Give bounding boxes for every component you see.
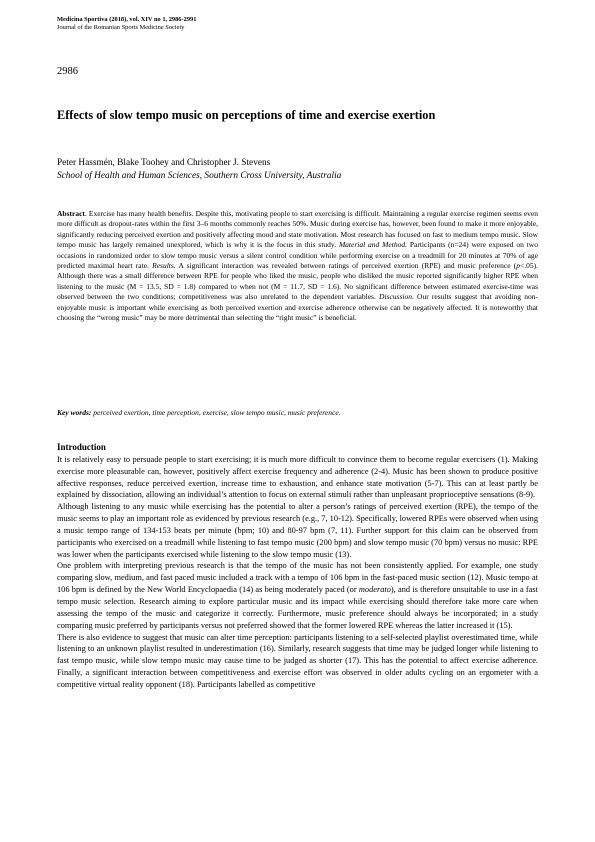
paragraph-text: One problem with interpreting previous research is that the tempo of the music has not been consistently applied. For example, one study comparing slow, medium, and fast paced music included a track with a tempo of 106 bpm in the fast-paced music section (12). Music tempo at 106 bpm is defined by the New World Encyclopaedia (14) as being moderately paced (or (57, 561, 538, 595)
abstract (57, 209, 538, 323)
journal-society: Journal of the Romanian Sports Medicine Society (57, 24, 185, 32)
introduction-section (57, 442, 538, 691)
paragraph: Although listening to any music while exercising has the potential to alter a person’s ratings of perceived exertion (RPE), the tempo of the music seems to play an important role as evidenced by previous research (e.g., 7, 10-12). Specifically, lowered RPEs were observed when using a music tempo range of 134-153 beats per minute (bpm; 10) and 80-97 bpm (7, 11). Further support for this claim can be observed from participants who exercised on a treadmill while listening to fast tempo music (200 bpm) and slow tempo music (70 bpm) versus no music: RPE was lower when the participants exercised while listening to the slow tempo music (13). (57, 502, 538, 559)
abstract-method-text: Participants (n=24) were exposed on two occasions in randomized order to slow tempo music versus a silent control condition while performing exercise on a treadmill for 20 minutes at 70% of age predicted maximal heart rate. (57, 240, 538, 271)
paragraph: There is also evidence to suggest that music can alter time perception: participants listening to a self-selected playlist overestimated time, while listening to an unknown playlist resulted in underestimation (16). Similarly, research suggests that time may be judged longer while listening to fast tempo music, while slow tempo music may cause time to be judged as shorter (17). This has the potential to affect exercise adherence. Finally, a significant interaction between competitiveness and exercise effort was observed in older adults cycling on an ergometer with a competitive virtual reality opponent (18). Participants labelled as competitive (57, 632, 538, 689)
section-heading: Introduction (57, 442, 106, 452)
journal-header (57, 16, 196, 33)
abstract-results-text-cont: <.05). Although there was a small difference between RPE for people who liked the music, people who disliked the music reported significantly higher RPE when listening to the music (M = 13.5, SD = 1.8) compared to when not (M = 11.7, SD = 1.6). No significant difference between estimated exercise-time was observed between the two conditions; competitiveness was also unrelated to the dependent variables. (57, 261, 538, 302)
abstract-results-text: A significant interaction was revealed between ratings of perceived exertion (RPE) and music preference ( (175, 261, 517, 271)
keywords (57, 408, 538, 418)
abstract-text: . Exercise has many health benefits. Despite this, motivating people to start exercising is difficult. Maintaining a regular exercise regimen seems even more difficult as dropout-rates within the first 3–6 months commonly reaches 50%. Music during exercise has, however, been found to make it more enjoyable, significantly reducing perceived exertion and positively affecting mood and state motivation. Most research has focused on fast to medium tempo music. Slow tempo music has largely remained unexplored, which is why it is the focus in this study. (57, 209, 538, 250)
keywords-label: Key words: (57, 408, 92, 417)
paper-title: Effects of slow tempo music on perceptions of time and exercise exertion (57, 108, 436, 122)
keywords-period: . (338, 408, 341, 417)
paragraph (57, 560, 538, 631)
author-names: Peter Hassmén, Blake Toohey and Christopher J. Stevens (57, 158, 271, 168)
abstract-results-label: Results. (152, 261, 176, 271)
keywords-list: perceived exertion, time perception, exercise, slow tempo music, music preference (91, 408, 339, 417)
paragraph: It is relatively easy to persuade people to start exercising; it is much more difficult to convince them to become regular exercisers (1). Making exercise more pleasurable can, however, positively affect exercise frequency and adherence (2-4). Music has been shown to produce positive affective responses, reduce perceived exertion, increase time to exhaustion, and enhance state motivation (5-7). This can at least partly be explained by dissociation, allowing an individual’s attention to focus on external stimuli rather than unpleasant proprioceptive sensations (8-9). (57, 454, 538, 500)
abstract-label: Abstract (57, 209, 85, 218)
paragraph-text: ), and is therefore unsuitable to use in a fast tempo music selection. Research aiming to explore particular music and its impact while exercising should therefore take more care when assessing the tempo of the music and categorize it correctly. Furthermore, music preference should always be incorporated; in a study comparing music preferred by participants versus not preferred showed that the former lowered RPE whereas the latter increased it (15). (57, 585, 538, 630)
abstract-method-label: Material and Method. (338, 240, 407, 250)
emphasis-moderato: moderato (358, 585, 391, 595)
author-block (57, 157, 341, 183)
abstract-discussion-text: . Our results suggest that avoiding non-enjoyable music is important while exercising as both perceived exertion and exercise adherence otherwise can be negatively affected. It is noteworthy that choosing the “wrong music” may be more detrimental than selecting the “right music” is beneficial. (57, 292, 538, 323)
page-number: 2986 (57, 66, 78, 77)
journal-citation: Medicina Sportiva (2018), vol. XIV no 1, 2986-2991 (57, 16, 197, 23)
author-affiliation: School of Health and Human Sciences, Southern Cross University, Australia (57, 171, 342, 181)
abstract-discussion-label: Discussion (379, 292, 412, 302)
abstract-p-value: p (516, 261, 521, 271)
